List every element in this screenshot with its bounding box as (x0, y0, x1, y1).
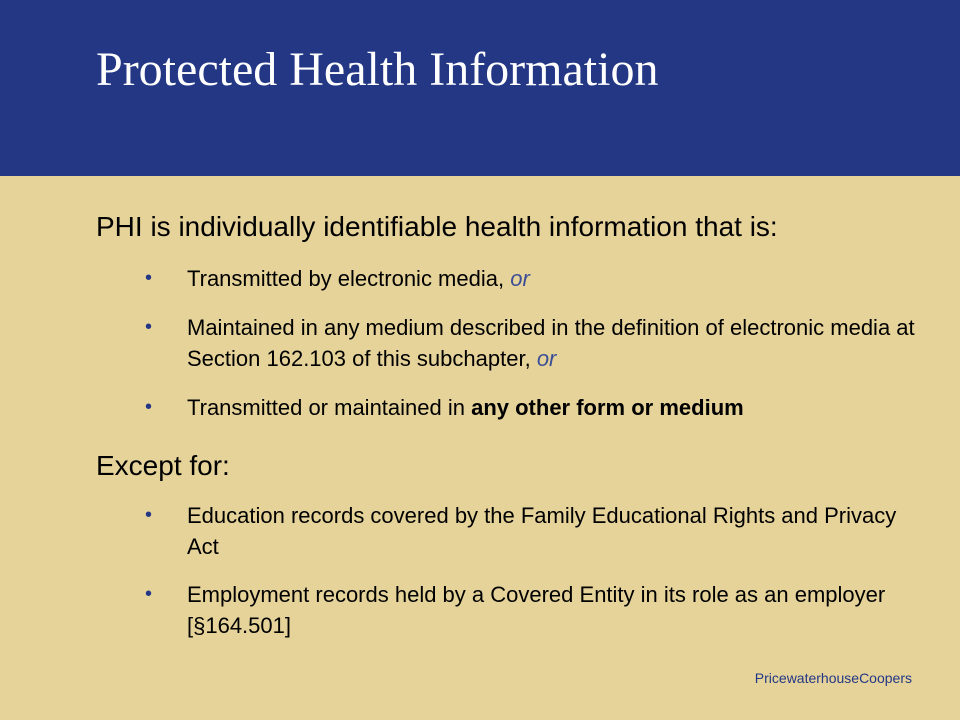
title-bar (0, 0, 960, 176)
exceptions-heading: Except for: (96, 450, 230, 481)
definition-heading: PHI is individually identifiable health information that is: (96, 211, 778, 242)
bullet-icon: • (145, 316, 153, 338)
footer-brand: PricewaterhouseCoopers (754, 670, 912, 686)
definition-item-1-or: or (510, 266, 530, 291)
exception-item-1-text: Education records covered by the Family Educational Rights and Privacy Act (187, 503, 897, 559)
definition-item-3-text: Transmitted or maintained in (187, 395, 472, 420)
definition-item-3-emphasis: any other form or medium (471, 395, 744, 420)
bullet-icon: • (145, 583, 153, 605)
definition-item-2-text: Maintained in any medium described in the definition of electronic media at Section 162.103 of this subchapter, (187, 315, 915, 371)
exception-item-2-text: Employment records held by a Covered Entity in its role as an employer [§164.501] (187, 582, 886, 638)
bullet-icon: • (145, 396, 153, 418)
bullet-icon: • (145, 267, 153, 289)
slide-title: Protected Health Information (96, 43, 659, 96)
definition-item-1-text: Transmitted by electronic media, (187, 266, 511, 291)
definition-item-2-or: or (536, 346, 557, 371)
bullet-icon: • (145, 504, 153, 526)
